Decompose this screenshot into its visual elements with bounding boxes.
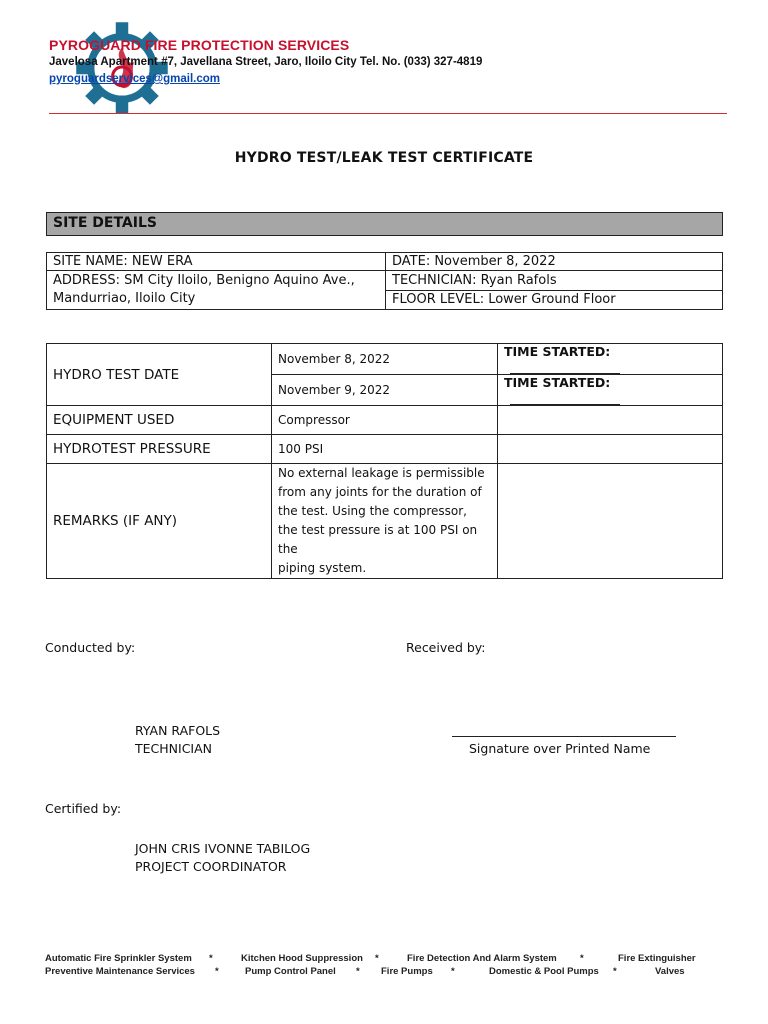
table-row bbox=[47, 464, 723, 579]
address-line-1: ADDRESS: SM City Iloilo, Benigno Aquino Ave., bbox=[53, 273, 355, 288]
equipment-label: EQUIPMENT USED bbox=[47, 406, 272, 435]
footer-service: Fire Pumps bbox=[381, 966, 433, 977]
time-started-blank-1 bbox=[510, 361, 620, 374]
pressure-label: HYDROTEST PRESSURE bbox=[47, 435, 272, 464]
remarks-label: REMARKS (IF ANY) bbox=[47, 464, 272, 579]
footer-separator: * bbox=[209, 953, 213, 964]
company-name: PYROGUARD FIRE PROTECTION SERVICES bbox=[49, 37, 350, 53]
time-started-blank-2 bbox=[510, 392, 620, 405]
remarks-line: No external leakage is permissible bbox=[278, 466, 485, 480]
remarks-line: the test. Using the compressor, bbox=[278, 504, 467, 518]
footer-service: Automatic Fire Sprinkler System bbox=[45, 953, 192, 964]
site-details-table bbox=[46, 252, 723, 310]
footer-separator: * bbox=[580, 953, 584, 964]
footer-separator: * bbox=[375, 953, 379, 964]
received-signature-line bbox=[452, 736, 676, 737]
footer-service: Preventive Maintenance Services bbox=[45, 966, 195, 977]
footer-separator: * bbox=[215, 966, 219, 977]
gear-flame-logo-icon bbox=[70, 16, 174, 120]
footer-service: Domestic & Pool Pumps bbox=[489, 966, 599, 977]
pressure-value: 100 PSI bbox=[272, 435, 498, 464]
conductor-name: RYAN RAFOLS bbox=[135, 723, 221, 738]
empty-cell bbox=[498, 435, 723, 464]
equipment-value: Compressor bbox=[272, 406, 498, 435]
footer-service: Fire Extinguisher bbox=[618, 953, 696, 964]
remarks-line: the bbox=[278, 542, 298, 556]
table-row bbox=[47, 406, 723, 435]
table-row bbox=[47, 344, 723, 375]
document-title: HYDRO TEST/LEAK TEST CERTIFICATE bbox=[234, 150, 534, 166]
remarks-value bbox=[272, 464, 498, 579]
table-row bbox=[47, 253, 723, 271]
hydro-test-date-label: HYDRO TEST DATE bbox=[47, 344, 272, 406]
remarks-line: the test pressure is at 100 PSI on bbox=[278, 523, 478, 537]
time-started-cell-1 bbox=[498, 344, 723, 375]
certifier-name: JOHN CRIS IVONNE TABILOG bbox=[135, 841, 311, 856]
footer-separator: * bbox=[451, 966, 455, 977]
header-divider bbox=[49, 113, 727, 114]
time-started-label: TIME STARTED: bbox=[504, 375, 611, 390]
hydro-test-table bbox=[46, 343, 723, 579]
certifier-role: PROJECT COORDINATOR bbox=[135, 859, 287, 874]
footer-service: Valves bbox=[655, 966, 685, 977]
time-started-label: TIME STARTED: bbox=[504, 344, 611, 359]
site-details-heading: SITE DETAILS bbox=[53, 215, 157, 231]
address-cell bbox=[47, 271, 386, 310]
conductor-role: TECHNICIAN bbox=[135, 741, 213, 756]
site-name-cell: SITE NAME: NEW ERA bbox=[47, 253, 386, 271]
company-address: Javelosa Apartment #7, Javellana Street, Jaro, Iloilo City Tel. No. (033) 327-4819 bbox=[49, 56, 483, 68]
footer-separator: * bbox=[356, 966, 360, 977]
footer-service: Kitchen Hood Suppression bbox=[241, 953, 363, 964]
remarks-line: piping system. bbox=[278, 561, 367, 575]
address-line-2: Mandurriao, Iloilo City bbox=[53, 291, 196, 306]
date-cell: DATE: November 8, 2022 bbox=[386, 253, 723, 271]
remarks-line: from any joints for the duration of bbox=[278, 485, 482, 499]
time-started-cell-2 bbox=[498, 375, 723, 406]
certified-by-label: Certified by: bbox=[45, 801, 122, 816]
company-email-link[interactable]: pyroguardservices@gmail.com bbox=[49, 73, 221, 85]
table-row bbox=[47, 271, 723, 291]
table-row bbox=[47, 435, 723, 464]
empty-cell bbox=[498, 406, 723, 435]
signature-caption: Signature over Printed Name bbox=[469, 741, 651, 756]
floor-level-cell: FLOOR LEVEL: Lower Ground Floor bbox=[386, 290, 723, 310]
technician-cell: TECHNICIAN: Ryan Rafols bbox=[386, 271, 723, 291]
site-details-heading-bar bbox=[46, 212, 723, 236]
footer-service: Fire Detection And Alarm System bbox=[407, 953, 557, 964]
conducted-by-label: Conducted by: bbox=[45, 640, 136, 655]
empty-cell bbox=[498, 464, 723, 579]
received-by-label: Received by: bbox=[406, 640, 486, 655]
hydro-test-date-2: November 9, 2022 bbox=[272, 375, 498, 406]
hydro-test-date-1: November 8, 2022 bbox=[272, 344, 498, 375]
footer-separator: * bbox=[613, 966, 617, 977]
footer-service: Pump Control Panel bbox=[245, 966, 336, 977]
